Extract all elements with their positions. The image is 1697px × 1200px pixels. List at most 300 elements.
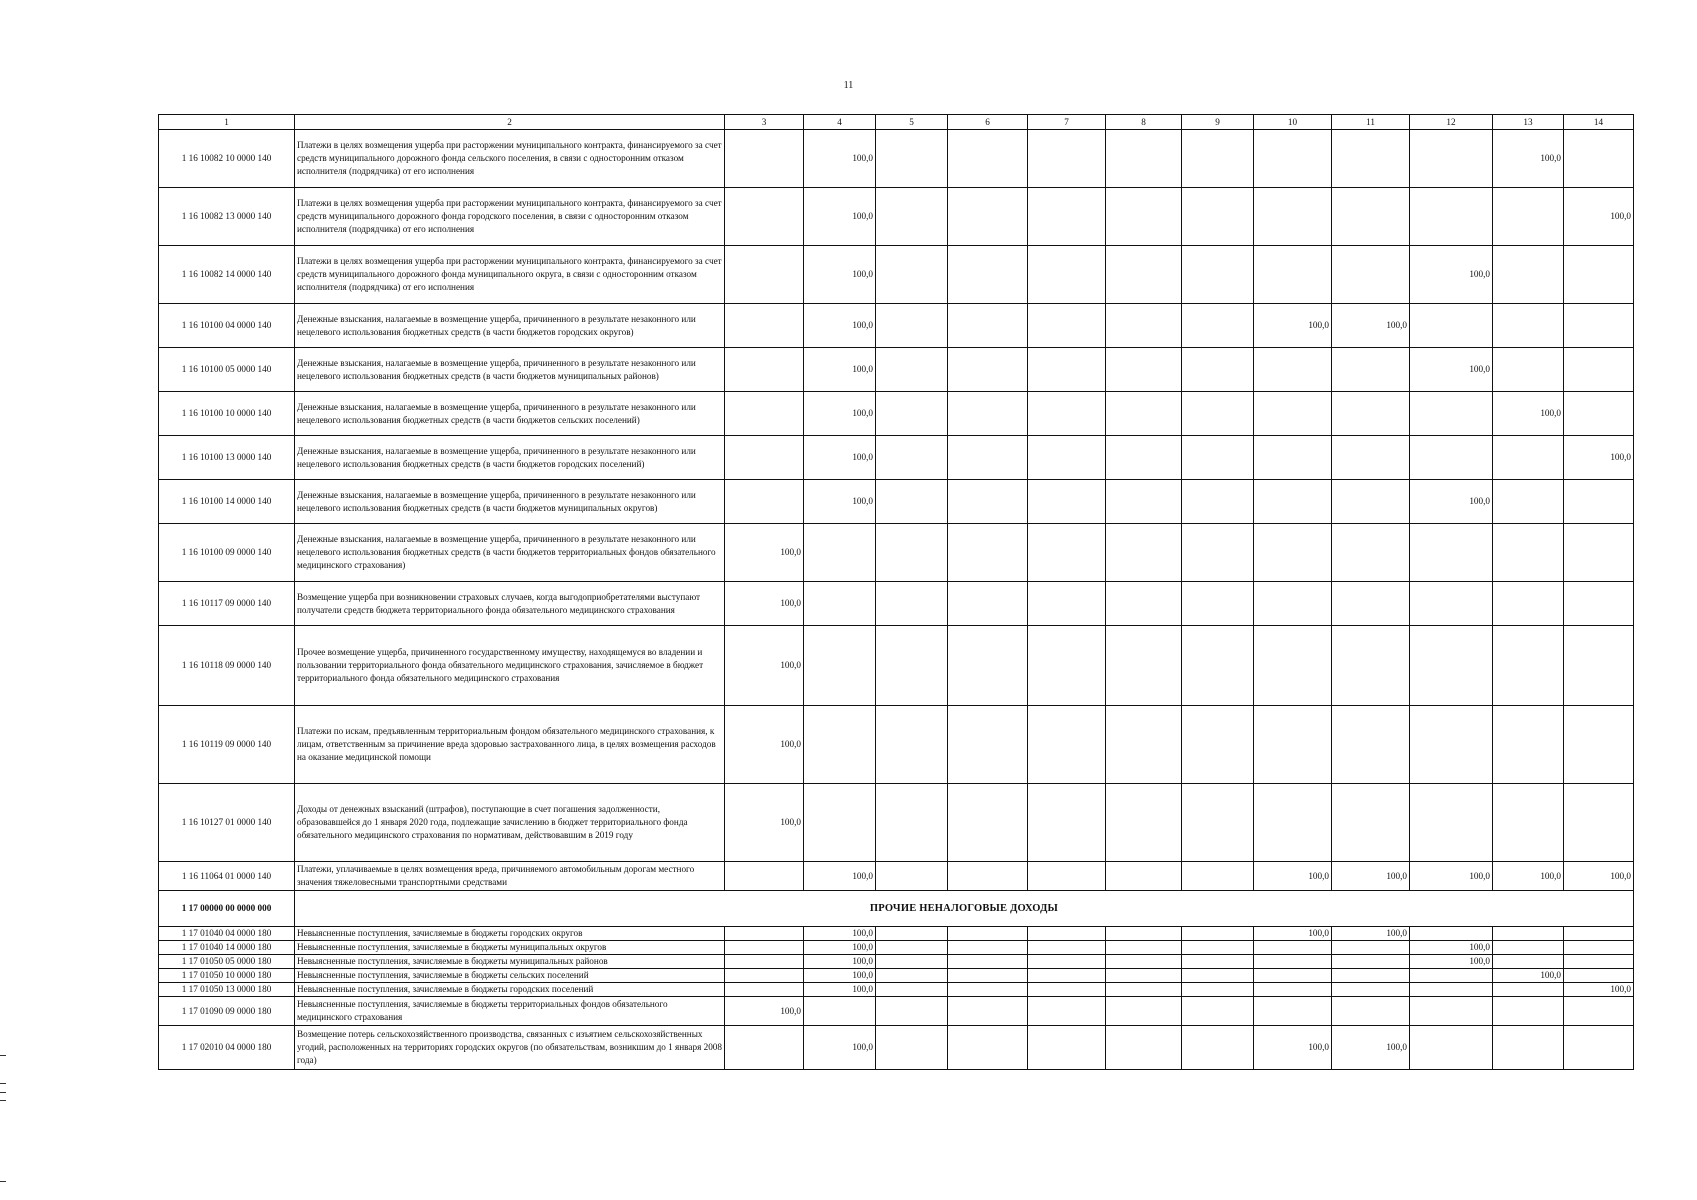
margin-mark — [0, 1092, 6, 1093]
value-cell-col-13 — [1493, 997, 1564, 1026]
value-cell-col-14 — [1564, 524, 1634, 582]
value-cell-col-3: 100,0 — [725, 626, 804, 706]
value-cell-col-9 — [1182, 706, 1254, 784]
value-cell-col-4: 100,0 — [804, 955, 876, 969]
value-cell-col-4 — [804, 784, 876, 862]
value-cell-col-9 — [1182, 983, 1254, 997]
value-cell-col-12 — [1410, 626, 1493, 706]
value-cell-col-6 — [948, 480, 1028, 524]
section-title: ПРОЧИЕ НЕНАЛОГОВЫЕ ДОХОДЫ — [295, 891, 1634, 927]
budget-code-cell: 1 16 10082 13 0000 140 — [159, 188, 295, 246]
value-cell-col-10 — [1254, 246, 1332, 304]
column-number-12: 12 — [1410, 115, 1493, 130]
revenue-name-cell: Невыясненные поступления, зачисляемые в бюджеты муниципальных округов — [295, 941, 725, 955]
value-cell-col-3 — [725, 969, 804, 983]
value-cell-col-3: 100,0 — [725, 524, 804, 582]
revenue-name-cell: Возмещение ущерба при возникновении страховых случаев, когда выгодоприобретателями выступают получатели средств бюджета территориального фонда обязательного медицинского страхования — [295, 582, 725, 626]
value-cell-col-10: 100,0 — [1254, 862, 1332, 891]
value-cell-col-7 — [1028, 706, 1106, 784]
value-cell-col-11: 100,0 — [1332, 927, 1410, 941]
value-cell-col-11 — [1332, 130, 1410, 188]
revenue-name-cell: Прочее возмещение ущерба, причиненного государственному имуществу, находящемуся во владении и пользовании территориального фонда обязательного медицинского страхования, зачисляемое в бюджет территориального фонда обязательного медицинского страхования — [295, 626, 725, 706]
value-cell-col-5 — [876, 436, 948, 480]
value-cell-col-13 — [1493, 188, 1564, 246]
value-cell-col-9 — [1182, 927, 1254, 941]
value-cell-col-11: 100,0 — [1332, 1026, 1410, 1070]
value-cell-col-13 — [1493, 246, 1564, 304]
value-cell-col-7 — [1028, 862, 1106, 891]
margin-mark — [0, 1083, 6, 1084]
value-cell-col-10 — [1254, 706, 1332, 784]
value-cell-col-8 — [1106, 862, 1182, 891]
revenue-name-cell: Платежи, уплачиваемые в целях возмещения вреда, причиняемого автомобильным дорогам местного значения тяжеловесными транспортными средствами — [295, 862, 725, 891]
table-row — [159, 524, 1634, 582]
value-cell-col-4: 100,0 — [804, 304, 876, 348]
column-number-7: 7 — [1028, 115, 1106, 130]
value-cell-col-6 — [948, 927, 1028, 941]
value-cell-col-12 — [1410, 130, 1493, 188]
value-cell-col-8 — [1106, 436, 1182, 480]
value-cell-col-4: 100,0 — [804, 436, 876, 480]
value-cell-col-4: 100,0 — [804, 969, 876, 983]
value-cell-col-8 — [1106, 927, 1182, 941]
value-cell-col-10 — [1254, 436, 1332, 480]
value-cell-col-11 — [1332, 983, 1410, 997]
revenue-name-cell: Невыясненные поступления, зачисляемые в бюджеты городских округов — [295, 927, 725, 941]
value-cell-col-4: 100,0 — [804, 188, 876, 246]
value-cell-col-13 — [1493, 626, 1564, 706]
value-cell-col-10 — [1254, 969, 1332, 983]
revenue-name-cell: Платежи в целях возмещения ущерба при расторжении муниципального контракта, финансируемого за счет средств муниципального дорожного фонда сельского поселения, в связи с односторонним отказом исполнителя (подрядчика) от его исполнения — [295, 130, 725, 188]
column-number-header-row — [159, 115, 1634, 130]
value-cell-col-11 — [1332, 955, 1410, 969]
table-row — [159, 626, 1634, 706]
budget-code-cell: 1 17 01050 10 0000 180 — [159, 969, 295, 983]
value-cell-col-10 — [1254, 524, 1332, 582]
value-cell-col-5 — [876, 304, 948, 348]
value-cell-col-6 — [948, 969, 1028, 983]
value-cell-col-10 — [1254, 130, 1332, 188]
value-cell-col-9 — [1182, 392, 1254, 436]
value-cell-col-4: 100,0 — [804, 927, 876, 941]
value-cell-col-10 — [1254, 941, 1332, 955]
value-cell-col-11: 100,0 — [1332, 862, 1410, 891]
value-cell-col-8 — [1106, 997, 1182, 1026]
value-cell-col-13: 100,0 — [1493, 130, 1564, 188]
value-cell-col-3 — [725, 348, 804, 392]
value-cell-col-8 — [1106, 941, 1182, 955]
value-cell-col-6 — [948, 626, 1028, 706]
value-cell-col-3 — [725, 983, 804, 997]
value-cell-col-10 — [1254, 348, 1332, 392]
value-cell-col-12 — [1410, 304, 1493, 348]
value-cell-col-5 — [876, 246, 948, 304]
value-cell-col-3 — [725, 436, 804, 480]
value-cell-col-4: 100,0 — [804, 862, 876, 891]
column-number-9: 9 — [1182, 115, 1254, 130]
value-cell-col-10: 100,0 — [1254, 304, 1332, 348]
value-cell-col-6 — [948, 955, 1028, 969]
value-cell-col-12: 100,0 — [1410, 941, 1493, 955]
value-cell-col-7 — [1028, 941, 1106, 955]
value-cell-col-4: 100,0 — [804, 480, 876, 524]
page-number: 11 — [843, 80, 854, 91]
value-cell-col-3: 100,0 — [725, 582, 804, 626]
value-cell-col-10: 100,0 — [1254, 1026, 1332, 1070]
value-cell-col-3 — [725, 130, 804, 188]
value-cell-col-9 — [1182, 188, 1254, 246]
revenue-name-cell: Денежные взыскания, налагаемые в возмещение ущерба, причиненного в результате незаконного или нецелевого использования бюджетных средств (в части бюджетов сельских поселений) — [295, 392, 725, 436]
value-cell-col-5 — [876, 706, 948, 784]
revenue-name-cell: Денежные взыскания, налагаемые в возмещение ущерба, причиненного в результате незаконного или нецелевого использования бюджетных средств (в части бюджетов муниципальных районов) — [295, 348, 725, 392]
table-row — [159, 784, 1634, 862]
value-cell-col-7 — [1028, 392, 1106, 436]
value-cell-col-9 — [1182, 480, 1254, 524]
value-cell-col-5 — [876, 927, 948, 941]
value-cell-col-14 — [1564, 304, 1634, 348]
value-cell-col-14 — [1564, 130, 1634, 188]
value-cell-col-11 — [1332, 436, 1410, 480]
value-cell-col-4: 100,0 — [804, 246, 876, 304]
value-cell-col-12 — [1410, 969, 1493, 983]
table-row — [159, 480, 1634, 524]
value-cell-col-9 — [1182, 1026, 1254, 1070]
revenue-name-cell: Невыясненные поступления, зачисляемые в бюджеты сельских поселений — [295, 969, 725, 983]
value-cell-col-6 — [948, 246, 1028, 304]
value-cell-col-4 — [804, 626, 876, 706]
value-cell-col-12 — [1410, 927, 1493, 941]
table-row — [159, 582, 1634, 626]
value-cell-col-8 — [1106, 246, 1182, 304]
value-cell-col-5 — [876, 626, 948, 706]
revenue-name-cell: Возмещение потерь сельскохозяйственного производства, связанных с изъятием сельскохозяйственных угодий, расположенных на территориях городских округов (по обязательствам, возникшим до 1 января 2008 года) — [295, 1026, 725, 1070]
value-cell-col-6 — [948, 436, 1028, 480]
value-cell-col-5 — [876, 955, 948, 969]
value-cell-col-11 — [1332, 246, 1410, 304]
value-cell-col-5 — [876, 784, 948, 862]
value-cell-col-5 — [876, 941, 948, 955]
budget-code-cell: 1 17 01090 09 0000 180 — [159, 997, 295, 1026]
column-number-10: 10 — [1254, 115, 1332, 130]
revenue-name-cell: Денежные взыскания, налагаемые в возмещение ущерба, причиненного в результате незаконного или нецелевого использования бюджетных средств (в части бюджетов муниципальных округов) — [295, 480, 725, 524]
value-cell-col-12 — [1410, 983, 1493, 997]
value-cell-col-6 — [948, 130, 1028, 188]
budget-code-cell: 1 17 01050 05 0000 180 — [159, 955, 295, 969]
value-cell-col-5 — [876, 862, 948, 891]
value-cell-col-12 — [1410, 436, 1493, 480]
value-cell-col-4: 100,0 — [804, 130, 876, 188]
table-row — [159, 997, 1634, 1026]
table-row — [159, 436, 1634, 480]
budget-code-cell: 1 16 10100 05 0000 140 — [159, 348, 295, 392]
budget-code-cell: 1 17 01040 04 0000 180 — [159, 927, 295, 941]
value-cell-col-14 — [1564, 941, 1634, 955]
value-cell-col-13 — [1493, 955, 1564, 969]
value-cell-col-13 — [1493, 582, 1564, 626]
value-cell-col-5 — [876, 524, 948, 582]
value-cell-col-13 — [1493, 1026, 1564, 1070]
value-cell-col-8 — [1106, 969, 1182, 983]
value-cell-col-10 — [1254, 392, 1332, 436]
value-cell-col-7 — [1028, 969, 1106, 983]
value-cell-col-11 — [1332, 392, 1410, 436]
revenue-name-cell: Доходы от денежных взысканий (штрафов), поступающие в счет погашения задолженности, образовавшейся до 1 января 2020 года, подлежащие зачислению в бюджет территориального фонда обязательного медицинского страхования по нормативам, действовавшим в 2019 году — [295, 784, 725, 862]
value-cell-col-6 — [948, 582, 1028, 626]
table-row — [159, 862, 1634, 891]
value-cell-col-7 — [1028, 997, 1106, 1026]
value-cell-col-4 — [804, 582, 876, 626]
value-cell-col-14 — [1564, 348, 1634, 392]
value-cell-col-3 — [725, 304, 804, 348]
value-cell-col-13 — [1493, 524, 1564, 582]
table-row — [159, 969, 1634, 983]
table-row — [159, 392, 1634, 436]
value-cell-col-9 — [1182, 969, 1254, 983]
value-cell-col-11 — [1332, 626, 1410, 706]
value-cell-col-10 — [1254, 955, 1332, 969]
revenue-name-cell: Невыясненные поступления, зачисляемые в бюджеты городских поселений — [295, 983, 725, 997]
table-row — [159, 983, 1634, 997]
value-cell-col-12 — [1410, 524, 1493, 582]
value-cell-col-5 — [876, 188, 948, 246]
column-number-11: 11 — [1332, 115, 1410, 130]
value-cell-col-8 — [1106, 626, 1182, 706]
value-cell-col-8 — [1106, 582, 1182, 626]
value-cell-col-6 — [948, 941, 1028, 955]
value-cell-col-9 — [1182, 582, 1254, 626]
value-cell-col-7 — [1028, 927, 1106, 941]
value-cell-col-14 — [1564, 1026, 1634, 1070]
section-code-cell: 1 17 00000 00 0000 000 — [159, 891, 295, 927]
value-cell-col-12 — [1410, 784, 1493, 862]
column-number-13: 13 — [1493, 115, 1564, 130]
revenue-name-cell: Невыясненные поступления, зачисляемые в бюджеты муниципальных районов — [295, 955, 725, 969]
value-cell-col-3 — [725, 1026, 804, 1070]
budget-code-cell: 1 16 10117 09 0000 140 — [159, 582, 295, 626]
value-cell-col-12 — [1410, 1026, 1493, 1070]
budget-code-cell: 1 16 10082 10 0000 140 — [159, 130, 295, 188]
value-cell-col-5 — [876, 392, 948, 436]
value-cell-col-7 — [1028, 1026, 1106, 1070]
budget-code-cell: 1 17 02010 04 0000 180 — [159, 1026, 295, 1070]
value-cell-col-14: 100,0 — [1564, 436, 1634, 480]
revenue-name-cell: Платежи в целях возмещения ущерба при расторжении муниципального контракта, финансируемого за счет средств муниципального дорожного фонда муниципального округа, в связи с односторонним отказом исполнителя (подрядчика) от его исполнения — [295, 246, 725, 304]
value-cell-col-7 — [1028, 524, 1106, 582]
value-cell-col-7 — [1028, 436, 1106, 480]
value-cell-col-3: 100,0 — [725, 706, 804, 784]
value-cell-col-7 — [1028, 130, 1106, 188]
value-cell-col-3 — [725, 955, 804, 969]
value-cell-col-6 — [948, 983, 1028, 997]
value-cell-col-7 — [1028, 348, 1106, 392]
value-cell-col-3 — [725, 188, 804, 246]
margin-mark — [0, 1055, 6, 1056]
budget-code-cell: 1 16 10100 13 0000 140 — [159, 436, 295, 480]
margin-mark — [0, 1100, 6, 1101]
table-row — [159, 955, 1634, 969]
value-cell-col-13 — [1493, 436, 1564, 480]
column-number-3: 3 — [725, 115, 804, 130]
value-cell-col-10 — [1254, 582, 1332, 626]
value-cell-col-14 — [1564, 480, 1634, 524]
value-cell-col-6 — [948, 348, 1028, 392]
revenue-name-cell: Денежные взыскания, налагаемые в возмещение ущерба, причиненного в результате незаконного или нецелевого использования бюджетных средств (в части бюджетов территориальных фондов обязательного медицинского страхования) — [295, 524, 725, 582]
value-cell-col-13 — [1493, 784, 1564, 862]
value-cell-col-13: 100,0 — [1493, 969, 1564, 983]
budget-code-cell: 1 16 10100 10 0000 140 — [159, 392, 295, 436]
revenue-table — [158, 114, 1634, 1070]
value-cell-col-7 — [1028, 955, 1106, 969]
value-cell-col-11 — [1332, 188, 1410, 246]
value-cell-col-10 — [1254, 983, 1332, 997]
value-cell-col-3: 100,0 — [725, 997, 804, 1026]
revenue-name-cell: Денежные взыскания, налагаемые в возмещение ущерба, причиненного в результате незаконного или нецелевого использования бюджетных средств (в части бюджетов городских поселений) — [295, 436, 725, 480]
value-cell-col-12 — [1410, 706, 1493, 784]
value-cell-col-4: 100,0 — [804, 348, 876, 392]
value-cell-col-11 — [1332, 969, 1410, 983]
budget-code-cell: 1 16 10100 14 0000 140 — [159, 480, 295, 524]
value-cell-col-6 — [948, 706, 1028, 784]
value-cell-col-11 — [1332, 582, 1410, 626]
value-cell-col-9 — [1182, 955, 1254, 969]
value-cell-col-4 — [804, 706, 876, 784]
value-cell-col-9 — [1182, 626, 1254, 706]
value-cell-col-8 — [1106, 130, 1182, 188]
value-cell-col-5 — [876, 582, 948, 626]
value-cell-col-6 — [948, 304, 1028, 348]
value-cell-col-9 — [1182, 784, 1254, 862]
value-cell-col-9 — [1182, 436, 1254, 480]
margin-mark — [0, 1181, 6, 1182]
value-cell-col-14 — [1564, 706, 1634, 784]
value-cell-col-8 — [1106, 983, 1182, 997]
value-cell-col-11 — [1332, 941, 1410, 955]
value-cell-col-13 — [1493, 348, 1564, 392]
value-cell-col-10 — [1254, 188, 1332, 246]
value-cell-col-12: 100,0 — [1410, 862, 1493, 891]
table-row — [159, 1026, 1634, 1070]
table-row — [159, 130, 1634, 188]
value-cell-col-12 — [1410, 582, 1493, 626]
budget-code-cell: 1 16 10100 04 0000 140 — [159, 304, 295, 348]
value-cell-col-3: 100,0 — [725, 784, 804, 862]
value-cell-col-8 — [1106, 706, 1182, 784]
value-cell-col-6 — [948, 1026, 1028, 1070]
value-cell-col-14 — [1564, 626, 1634, 706]
value-cell-col-14 — [1564, 969, 1634, 983]
value-cell-col-11 — [1332, 524, 1410, 582]
value-cell-col-3 — [725, 927, 804, 941]
budget-code-cell: 1 17 01050 13 0000 180 — [159, 983, 295, 997]
value-cell-col-10 — [1254, 626, 1332, 706]
value-cell-col-9 — [1182, 246, 1254, 304]
value-cell-col-13 — [1493, 480, 1564, 524]
value-cell-col-12 — [1410, 188, 1493, 246]
column-number-8: 8 — [1106, 115, 1182, 130]
value-cell-col-11 — [1332, 480, 1410, 524]
value-cell-col-14 — [1564, 246, 1634, 304]
value-cell-col-5 — [876, 480, 948, 524]
value-cell-col-9 — [1182, 304, 1254, 348]
value-cell-col-14 — [1564, 955, 1634, 969]
budget-code-cell: 1 16 10118 09 0000 140 — [159, 626, 295, 706]
value-cell-col-12: 100,0 — [1410, 955, 1493, 969]
value-cell-col-14 — [1564, 392, 1634, 436]
value-cell-col-6 — [948, 862, 1028, 891]
value-cell-col-14: 100,0 — [1564, 983, 1634, 997]
value-cell-col-11 — [1332, 706, 1410, 784]
revenue-name-cell: Платежи в целях возмещения ущерба при расторжении муниципального контракта, финансируемого за счет средств муниципального дорожного фонда городского поселения, в связи с односторонним отказом исполнителя (подрядчика) от его исполнения — [295, 188, 725, 246]
value-cell-col-8 — [1106, 1026, 1182, 1070]
value-cell-col-3 — [725, 392, 804, 436]
budget-code-cell: 1 16 10082 14 0000 140 — [159, 246, 295, 304]
value-cell-col-9 — [1182, 524, 1254, 582]
column-number-2: 2 — [295, 115, 725, 130]
revenue-name-cell: Денежные взыскания, налагаемые в возмещение ущерба, причиненного в результате незаконного или нецелевого использования бюджетных средств (в части бюджетов городских округов) — [295, 304, 725, 348]
value-cell-col-9 — [1182, 997, 1254, 1026]
column-number-6: 6 — [948, 115, 1028, 130]
value-cell-col-9 — [1182, 862, 1254, 891]
value-cell-col-8 — [1106, 480, 1182, 524]
value-cell-col-5 — [876, 348, 948, 392]
value-cell-col-12: 100,0 — [1410, 348, 1493, 392]
budget-code-cell: 1 16 11064 01 0000 140 — [159, 862, 295, 891]
value-cell-col-9 — [1182, 130, 1254, 188]
value-cell-col-13 — [1493, 927, 1564, 941]
value-cell-col-12 — [1410, 997, 1493, 1026]
table-row — [159, 348, 1634, 392]
value-cell-col-8 — [1106, 348, 1182, 392]
value-cell-col-8 — [1106, 524, 1182, 582]
value-cell-col-11 — [1332, 348, 1410, 392]
value-cell-col-11: 100,0 — [1332, 304, 1410, 348]
value-cell-col-10 — [1254, 480, 1332, 524]
value-cell-col-4: 100,0 — [804, 983, 876, 997]
value-cell-col-3 — [725, 941, 804, 955]
value-cell-col-12: 100,0 — [1410, 480, 1493, 524]
value-cell-col-14 — [1564, 927, 1634, 941]
section-header-row — [159, 891, 1634, 927]
value-cell-col-13 — [1493, 983, 1564, 997]
value-cell-col-5 — [876, 130, 948, 188]
value-cell-col-4: 100,0 — [804, 392, 876, 436]
value-cell-col-8 — [1106, 304, 1182, 348]
value-cell-col-4 — [804, 524, 876, 582]
value-cell-col-13 — [1493, 304, 1564, 348]
table-row — [159, 304, 1634, 348]
value-cell-col-4 — [804, 997, 876, 1026]
value-cell-col-8 — [1106, 392, 1182, 436]
value-cell-col-6 — [948, 524, 1028, 582]
value-cell-col-6 — [948, 188, 1028, 246]
table-row — [159, 706, 1634, 784]
column-number-4: 4 — [804, 115, 876, 130]
value-cell-col-10: 100,0 — [1254, 927, 1332, 941]
value-cell-col-7 — [1028, 188, 1106, 246]
value-cell-col-10 — [1254, 997, 1332, 1026]
value-cell-col-12: 100,0 — [1410, 246, 1493, 304]
value-cell-col-9 — [1182, 941, 1254, 955]
budget-code-cell: 1 17 01040 14 0000 180 — [159, 941, 295, 955]
value-cell-col-7 — [1028, 246, 1106, 304]
value-cell-col-13 — [1493, 941, 1564, 955]
revenue-name-cell: Невыясненные поступления, зачисляемые в бюджеты территориальных фондов обязательного медицинского страхования — [295, 997, 725, 1026]
value-cell-col-3 — [725, 862, 804, 891]
value-cell-col-8 — [1106, 784, 1182, 862]
value-cell-col-14 — [1564, 582, 1634, 626]
column-number-5: 5 — [876, 115, 948, 130]
value-cell-col-5 — [876, 983, 948, 997]
